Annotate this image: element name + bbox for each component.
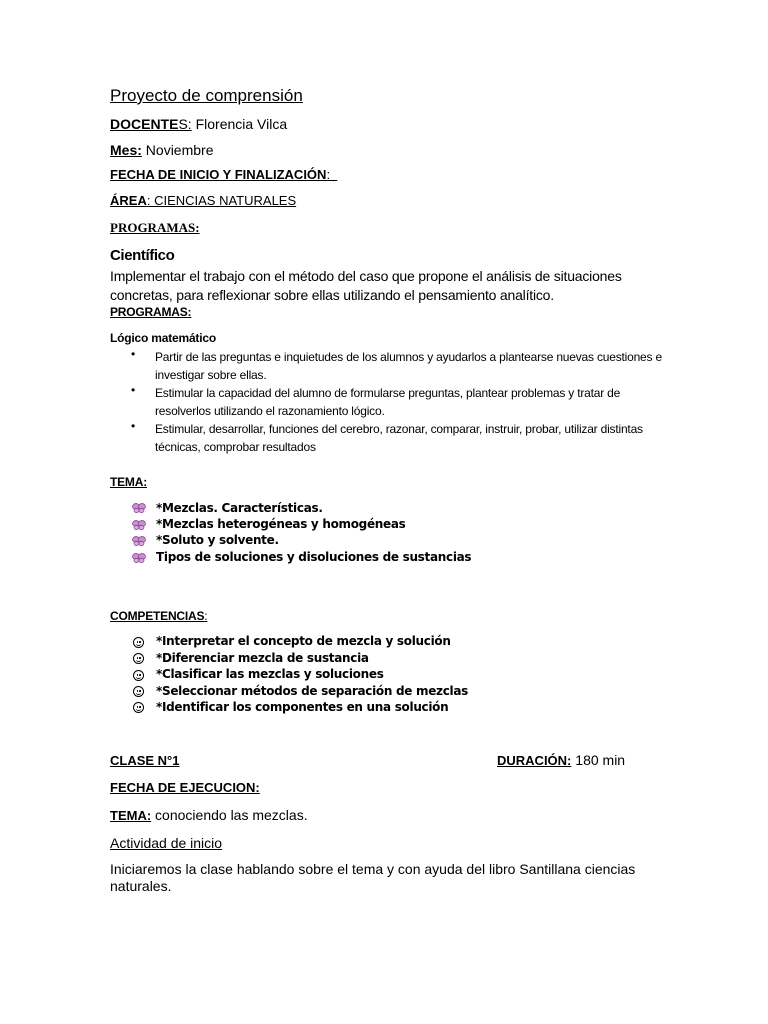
bullet-icon: • <box>131 383 136 397</box>
tema-heading: TEMA: <box>110 475 147 489</box>
list-item: *Clasificar las mezclas y soluciones <box>156 667 384 681</box>
duracion-label: DURACIÓN: <box>497 753 572 768</box>
duracion-value: 180 min <box>571 752 626 768</box>
butterfly-bullet-icon <box>132 503 146 513</box>
logico-heading: Lógico matemático <box>110 331 216 345</box>
list-item: *Diferenciar mezcla de sustancia <box>156 651 369 665</box>
tema2-label: TEMA: <box>110 808 152 823</box>
tema2-line <box>110 807 308 823</box>
tema2-value: conociendo las mezclas. <box>151 807 308 823</box>
list-item: *Mezclas. Características. <box>156 501 323 515</box>
butterfly-bullet-icon <box>132 520 146 530</box>
competencias-label: COMPETENCIAS <box>110 609 205 623</box>
smiley-bullet-icon <box>133 653 144 664</box>
list-item: *Identificar los componentes en una solución <box>156 700 449 714</box>
docentes-label-suffix: S: <box>178 116 192 132</box>
list-item: Estimular, desarrollar, funciones del cerebro, razonar, comparar, instruir, probar, utilizar distintas técnicas, comprobar resultados <box>155 422 643 454</box>
programas-heading: PROGRAMAS: <box>110 220 200 235</box>
mes-line <box>110 142 214 158</box>
area-value: : CIENCIAS NATURALES <box>146 193 297 208</box>
docentes-label: DOCENTE <box>110 116 179 132</box>
list-item: Partir de las preguntas e inquietudes de los alumnos y ayudarlos a plantearse nuevas cuestiones e investigar sobre ellas. <box>155 350 662 382</box>
competencias-colon: : <box>204 609 208 623</box>
smiley-bullet-icon <box>133 686 144 697</box>
fecha-ejecucion-label: FECHA DE EJECUCION: <box>110 780 260 795</box>
list-item: *Interpretar el concepto de mezcla y solución <box>156 634 451 648</box>
list-item: *Seleccionar métodos de separación de mezclas <box>156 684 468 698</box>
duracion-line <box>497 752 625 768</box>
docentes-line <box>110 116 287 132</box>
butterfly-bullet-icon <box>132 553 146 563</box>
cientifico-text: Implementar el trabajo con el método del caso que propone el análisis de situaciones concretas, para reflexionar sobre ellas utilizando el pensamiento analítico. <box>110 268 622 303</box>
fecha-colon: : <box>326 167 338 182</box>
page-title: Proyecto de comprensión <box>110 86 303 105</box>
docentes-value: Florencia Vilca <box>191 116 288 132</box>
list-item: Estimular la capacidad del alumno de formularse preguntas, plantear problemas y tratar de resolverlos utilizando el razonamiento lógico. <box>155 386 621 418</box>
bullet-icon: • <box>131 347 136 361</box>
cientifico-heading: Científico <box>110 247 175 264</box>
programas-heading-2: PROGRAMAS: <box>110 305 192 319</box>
area-line <box>110 193 296 208</box>
actividad-heading: Actividad de inicio <box>110 835 223 851</box>
mes-value: Noviembre <box>141 142 214 158</box>
list-item: *Mezclas heterogéneas y homogéneas <box>156 517 406 531</box>
competencias-heading <box>110 609 207 623</box>
bullet-icon: • <box>131 419 136 433</box>
mes-label: Mes: <box>110 142 142 158</box>
list-item: Tipos de soluciones y disoluciones de sustancias <box>156 550 472 564</box>
list-item: *Soluto y solvente. <box>156 533 279 547</box>
area-label: ÁREA <box>110 193 147 208</box>
fecha-line <box>110 167 337 182</box>
actividad-text: Iniciaremos la clase hablando sobre el tema y con ayuda del libro Santillana ciencias naturales. <box>110 861 636 894</box>
clase-label: CLASE N°1 <box>110 753 180 768</box>
smiley-bullet-icon <box>133 702 144 713</box>
smiley-bullet-icon <box>133 670 144 681</box>
fecha-label: FECHA DE INICIO Y FINALIZACIÓN <box>110 167 327 182</box>
smiley-bullet-icon <box>133 637 144 648</box>
butterfly-bullet-icon <box>132 536 146 546</box>
